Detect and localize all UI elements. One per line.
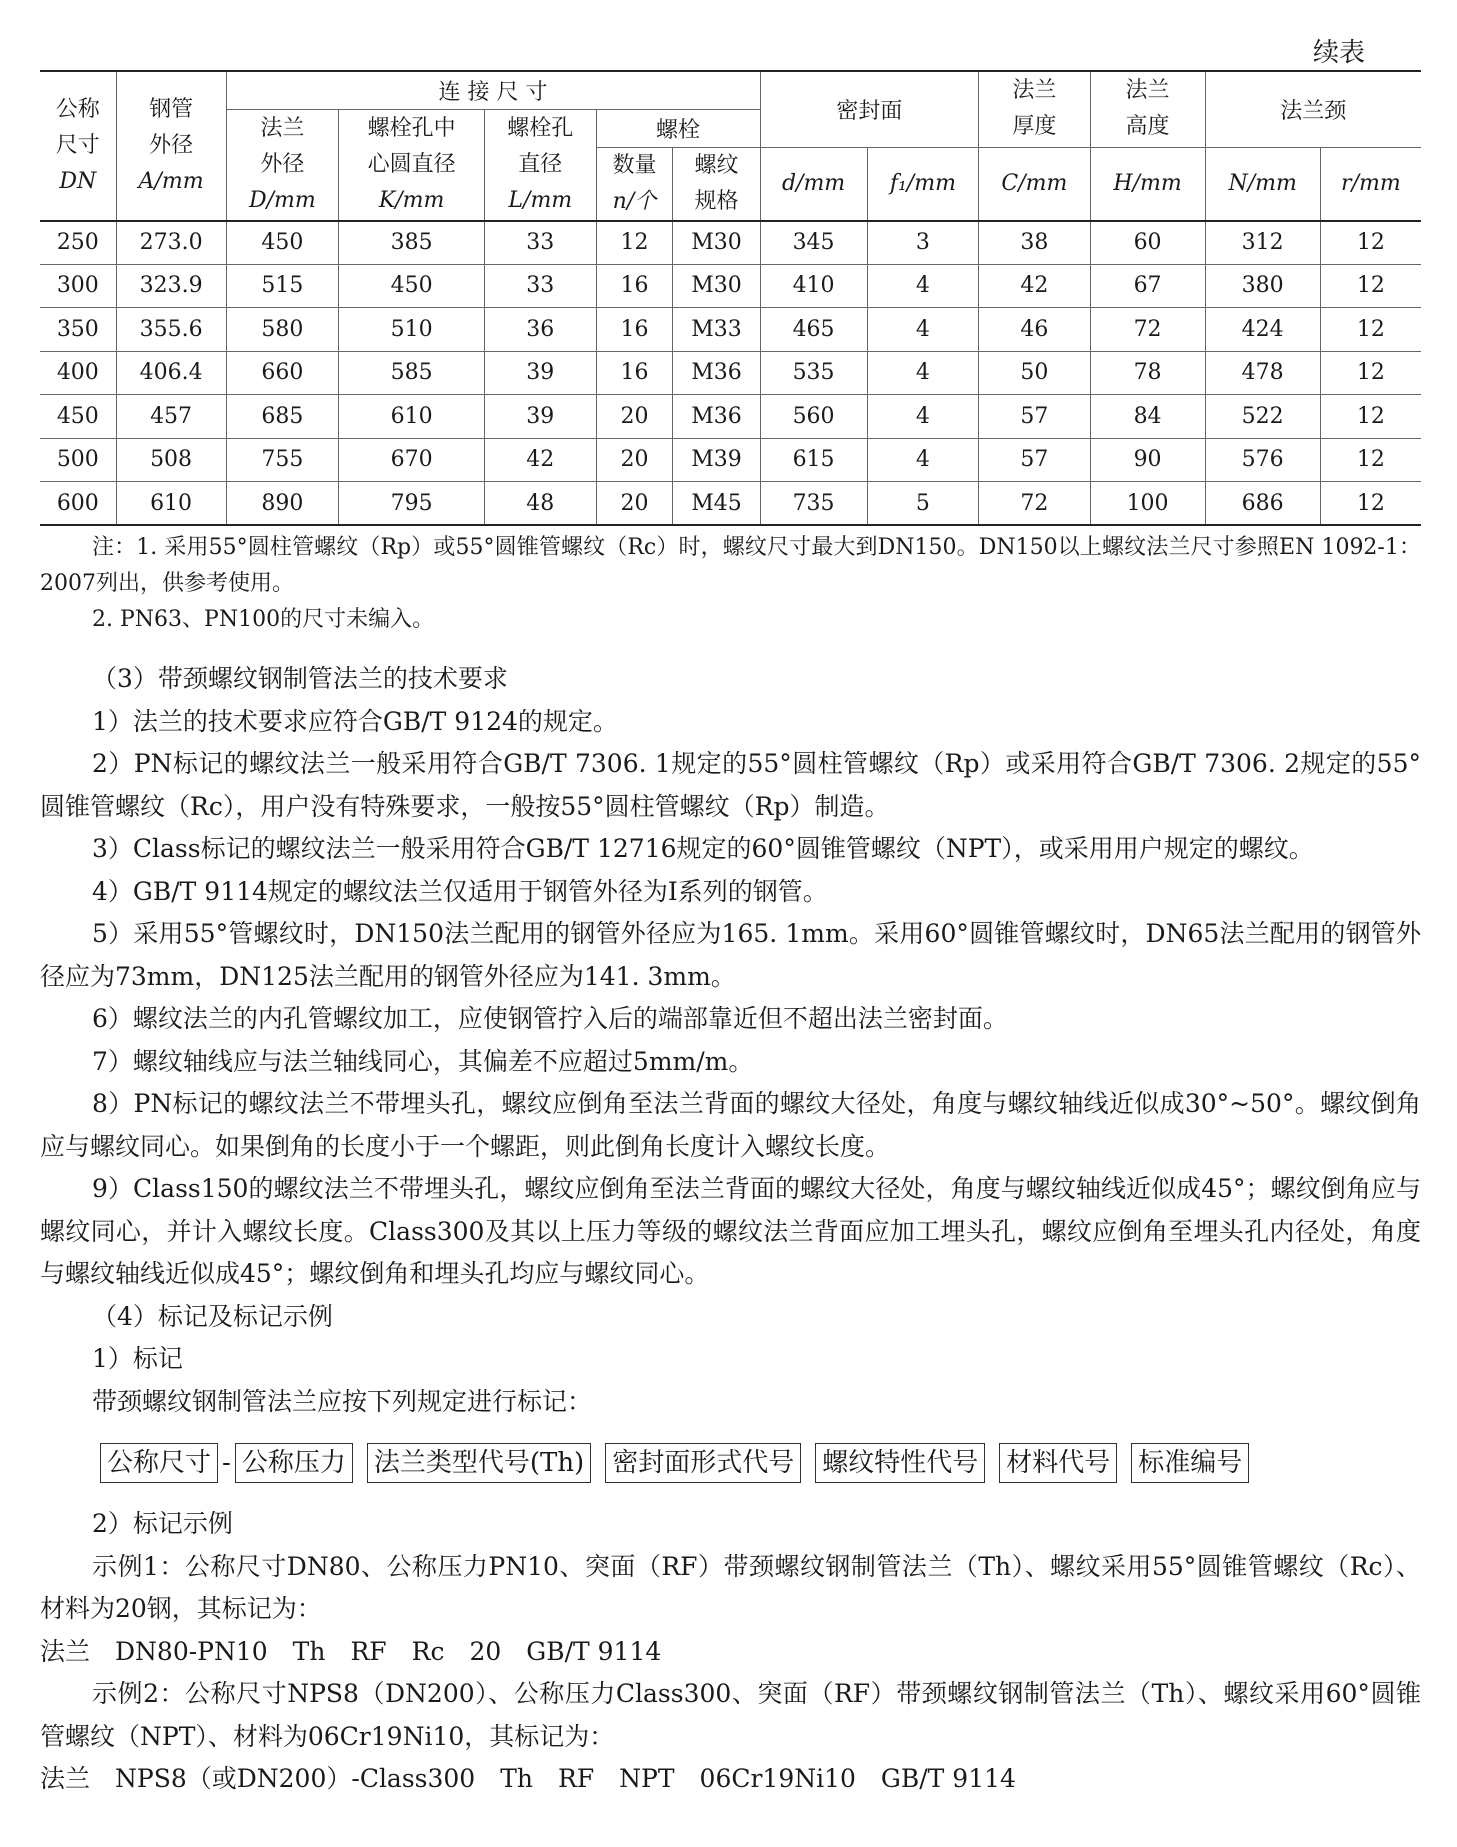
paragraph: 6）螺纹法兰的内孔管螺纹加工，应使钢管拧入后的端部靠近但不超出法兰密封面。 <box>92 1004 1008 1033</box>
table-body <box>40 221 1421 526</box>
table-cell: 380 <box>1205 264 1320 308</box>
table-row <box>40 395 1421 439</box>
table-cell: 735 <box>760 482 867 526</box>
marking-box: 标准编号 <box>1131 1443 1249 1483</box>
table-cell: 410 <box>760 264 867 308</box>
header-pipe-od: 钢管 外径 A/mm <box>116 71 226 221</box>
table-cell: M36 <box>673 395 760 439</box>
table-cell: 580 <box>226 308 339 352</box>
table-row <box>40 221 1421 265</box>
table-cell: 890 <box>226 482 339 526</box>
table-cell: 323.9 <box>116 264 226 308</box>
table-cell: 345 <box>760 221 867 265</box>
table-cell: 57 <box>979 438 1090 482</box>
table-cell: 355.6 <box>116 308 226 352</box>
table-cell: 39 <box>485 351 596 395</box>
table-cell: 100 <box>1090 482 1205 526</box>
table-cell: 685 <box>226 395 339 439</box>
marking-box: 公称压力 <box>235 1443 353 1483</box>
header-bolt-circle: 螺栓孔中 心圆直径 K/mm <box>339 109 485 221</box>
table-cell: M30 <box>673 264 760 308</box>
table-cell: 385 <box>339 221 485 265</box>
table-row <box>40 264 1421 308</box>
body-text <box>40 658 1421 1801</box>
header-sealing-face: 密封面 <box>760 71 979 147</box>
table-row <box>40 482 1421 526</box>
header-bolt-hole: 螺栓孔 直径 L/mm <box>485 109 596 221</box>
example-1-text: 示例1：公称尺寸DN80、公称压力PN10、突面（RF）带颈螺纹钢制管法兰（Th）、螺纹采用55°圆锥管螺纹（Rc）、材料为20钢，其标记为： <box>40 1551 1421 1623</box>
example-2-text: 示例2：公称尺寸NPS8（DN200）、公称压力Class300、突面（RF）带颈螺纹钢制管法兰（Th）、螺纹采用60°圆锥管螺纹（NPT）、材料为06Cr19Ni10，其标记为： <box>40 1679 1421 1751</box>
table-cell: M39 <box>673 438 760 482</box>
table-cell: 16 <box>596 308 673 352</box>
table-cell: 424 <box>1205 308 1320 352</box>
table-cell: 400 <box>40 351 116 395</box>
table-cell: M33 <box>673 308 760 352</box>
table-cell: 5 <box>867 482 979 526</box>
paragraph: 1）法兰的技术要求应符合GB/T 9124的规定。 <box>92 706 618 736</box>
section-4-heading: （4）标记及标记示例 <box>92 1301 333 1331</box>
table-cell: 585 <box>339 351 485 395</box>
table-cell: 660 <box>226 351 339 395</box>
table-cell: 615 <box>760 438 867 482</box>
table-cell: 20 <box>596 482 673 526</box>
table-cell: 535 <box>760 351 867 395</box>
table-cell: 12 <box>1320 351 1421 395</box>
marking-dash: - <box>222 1447 231 1478</box>
table-cell: 67 <box>1090 264 1205 308</box>
table-cell: 576 <box>1205 438 1320 482</box>
table-cell: 38 <box>979 221 1090 265</box>
table-cell: 508 <box>116 438 226 482</box>
table-cell: 12 <box>1320 482 1421 526</box>
subheading-marking: 1）标记 <box>92 1344 183 1373</box>
section-3-heading: （3）带颈螺纹钢制管法兰的技术要求 <box>92 664 508 693</box>
table-row <box>40 308 1421 352</box>
table-cell: 36 <box>485 308 596 352</box>
table-cell: 515 <box>226 264 339 308</box>
table-cell: 300 <box>40 264 116 308</box>
paragraph: 7）螺纹轴线应与法兰轴线同心，其偏差不应超过5mm/m。 <box>92 1046 754 1076</box>
header-connection: 连 接 尺 寸 <box>226 71 760 109</box>
table-cell: 46 <box>979 308 1090 352</box>
header-flange-od: 法兰 外径 D/mm <box>226 109 339 221</box>
header-bolt: 螺栓 <box>596 109 760 147</box>
table-cell: 12 <box>1320 438 1421 482</box>
marking-box: 材料代号 <box>999 1443 1117 1483</box>
table-cell: 406.4 <box>116 351 226 395</box>
table-cell: 50 <box>979 351 1090 395</box>
table-cell: 20 <box>596 438 673 482</box>
table-cell: 42 <box>979 264 1090 308</box>
table-cell: 795 <box>339 482 485 526</box>
table-cell: 16 <box>596 264 673 308</box>
header-thickness: 法兰 厚度 <box>979 71 1090 147</box>
marking-box: 公称尺寸 <box>100 1443 218 1483</box>
table-cell: 48 <box>485 482 596 526</box>
table-cell: 273.0 <box>116 221 226 265</box>
table-cell: 72 <box>979 482 1090 526</box>
marking-box: 螺纹特性代号 <box>815 1443 985 1483</box>
header-height-unit: H/mm <box>1090 147 1205 221</box>
table-row <box>40 438 1421 482</box>
table-cell: 250 <box>40 221 116 265</box>
paragraph: 8）PN标记的螺纹法兰不带埋头孔，螺纹应倒角至法兰背面的螺纹大径处，角度与螺纹轴线近似成30°~50°。螺纹倒角应与螺纹同心。如果倒角的长度小于一个螺距，则此倒角长度计入螺纹长度。 <box>40 1089 1421 1161</box>
table-cell: 4 <box>867 264 979 308</box>
header-bolt-qty: 数量 n/个 <box>596 147 673 221</box>
table-cell: 457 <box>116 395 226 439</box>
header-thickness-unit: C/mm <box>979 147 1090 221</box>
table-cell: 12 <box>1320 221 1421 265</box>
table-cell: 20 <box>596 395 673 439</box>
flange-dimension-table <box>40 70 1421 526</box>
header-seal-d: d/mm <box>760 147 867 221</box>
table-cell: 12 <box>596 221 673 265</box>
table-cell: 39 <box>485 395 596 439</box>
paragraph: 9）Class150的螺纹法兰不带埋头孔，螺纹应倒角至法兰背面的螺纹大径处，角度与螺纹轴线近似成45°；螺纹倒角应与螺纹同心，并计入螺纹长度。Class300及其以上压力等级的螺纹法兰背面应加工埋头孔，螺纹应倒角至埋头孔内径处，角度与螺纹轴线近似成45°；螺纹倒角和埋头孔均应与螺纹同心。 <box>40 1174 1421 1288</box>
paragraph: 带颈螺纹钢制管法兰应按下列规定进行标记： <box>92 1386 593 1416</box>
table-cell: 350 <box>40 308 116 352</box>
continuation-label: 续表 <box>1312 38 1365 68</box>
table-cell: 12 <box>1320 264 1421 308</box>
table-cell: 12 <box>1320 395 1421 439</box>
note-1: 注：1. 采用55°圆柱管螺纹（Rp）或55°圆锥管螺纹（Rc）时，螺纹尺寸最大到DN150。DN150以上螺纹法兰尺寸参照EN 1092-1：2007列出，供参考使用。 <box>40 535 1421 596</box>
example-1-mark: 法兰 DN80-PN10 Th RF Rc 20 GB/T 9114 <box>40 1636 662 1666</box>
table-cell: 670 <box>339 438 485 482</box>
table-cell: 84 <box>1090 395 1205 439</box>
table-notes <box>40 530 1421 638</box>
table-cell: M30 <box>673 221 760 265</box>
paragraph: 4）GB/T 9114规定的螺纹法兰仅适用于钢管外径为Ⅰ系列的钢管。 <box>92 876 828 906</box>
table-cell: M36 <box>673 351 760 395</box>
note-2: 2. PN63、PN100的尺寸未编入。 <box>92 607 435 632</box>
header-neck-r: r/mm <box>1320 147 1421 221</box>
table-cell: 450 <box>40 395 116 439</box>
table-cell: 522 <box>1205 395 1320 439</box>
table-cell: 500 <box>40 438 116 482</box>
table-cell: 610 <box>116 482 226 526</box>
table-cell: M45 <box>673 482 760 526</box>
table-cell: 78 <box>1090 351 1205 395</box>
paragraph: 2）PN标记的螺纹法兰一般采用符合GB/T 7306. 1规定的55°圆柱管螺纹（Rp）或采用符合GB/T 7306. 2规定的55°圆锥管螺纹（Rc），用户没有特殊要求，一般按55°圆柱管螺纹（Rp）制造。 <box>40 749 1421 821</box>
header-neck: 法兰颈 <box>1205 71 1421 147</box>
table-cell: 600 <box>40 482 116 526</box>
header-height: 法兰 高度 <box>1090 71 1205 147</box>
table-cell: 4 <box>867 351 979 395</box>
header-bolt-thread: 螺纹 规格 <box>673 147 760 221</box>
header-dn: 公称 尺寸 DN <box>40 71 116 221</box>
table-cell: 478 <box>1205 351 1320 395</box>
table-cell: 3 <box>867 221 979 265</box>
header-seal-f1: f₁/mm <box>867 147 979 221</box>
marking-box: 密封面形式代号 <box>605 1443 801 1483</box>
table-cell: 57 <box>979 395 1090 439</box>
table-cell: 450 <box>226 221 339 265</box>
subheading-example: 2）标记示例 <box>92 1509 233 1538</box>
table-cell: 72 <box>1090 308 1205 352</box>
marking-chain <box>100 1433 1421 1493</box>
example-2-mark: 法兰 NPS8（或DN200）-Class300 Th RF NPT 06Cr19Ni10 GB/T 9114 <box>40 1764 1016 1793</box>
table-cell: 4 <box>867 308 979 352</box>
table-cell: 16 <box>596 351 673 395</box>
header-neck-n: N/mm <box>1205 147 1320 221</box>
marking-box: 法兰类型代号(Th) <box>367 1443 591 1483</box>
table-cell: 465 <box>760 308 867 352</box>
table-cell: 450 <box>339 264 485 308</box>
table-cell: 560 <box>760 395 867 439</box>
paragraph: 3）Class标记的螺纹法兰一般采用符合GB/T 12716规定的60°圆锥管螺纹（NPT），或采用用户规定的螺纹。 <box>92 834 1314 863</box>
table-cell: 33 <box>485 264 596 308</box>
table-cell: 755 <box>226 438 339 482</box>
table-cell: 33 <box>485 221 596 265</box>
table-cell: 60 <box>1090 221 1205 265</box>
table-cell: 686 <box>1205 482 1320 526</box>
table-cell: 42 <box>485 438 596 482</box>
table-cell: 610 <box>339 395 485 439</box>
table-row <box>40 351 1421 395</box>
table-cell: 12 <box>1320 308 1421 352</box>
table-cell: 4 <box>867 438 979 482</box>
table-cell: 510 <box>339 308 485 352</box>
paragraph: 5）采用55°管螺纹时，DN150法兰配用的钢管外径应为165. 1mm。采用60°圆锥管螺纹时，DN65法兰配用的钢管外径应为73mm，DN125法兰配用的钢管外径应为141. 3mm。 <box>40 919 1421 991</box>
table-cell: 4 <box>867 395 979 439</box>
table-cell: 90 <box>1090 438 1205 482</box>
table-cell: 312 <box>1205 221 1320 265</box>
